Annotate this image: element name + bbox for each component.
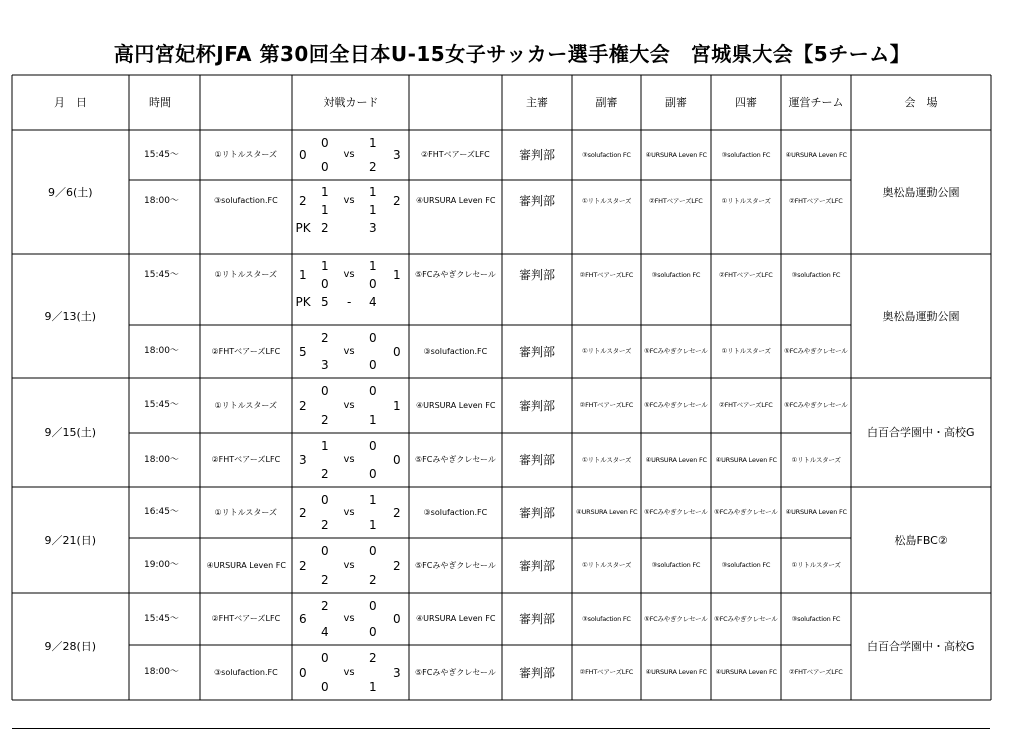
assistant-referee-1: ①リトルスターズ: [582, 196, 632, 205]
home-first-half-score: 1: [321, 259, 329, 273]
away-first-half-score: 1: [369, 185, 377, 199]
assistant-referee-2: ④URSURA Leven FC: [645, 455, 707, 464]
match-date: 9／13(土): [44, 309, 97, 323]
home-team: ①リトルスターズ: [214, 400, 278, 410]
home-first-half-score: 1: [321, 439, 329, 453]
fourth-official: ②FHTベアーズLFC: [719, 401, 773, 409]
away-team: ⑤FCみやぎクレセール: [415, 270, 496, 279]
away-first-half-score: 1: [369, 136, 377, 150]
away-first-half-score: 0: [369, 439, 377, 453]
home-team: ③solufaction.FC: [214, 667, 278, 677]
away-total-score: 1: [393, 398, 401, 413]
match-venue: 奥松島運動公園: [882, 185, 960, 199]
fourth-official: ②FHTベアーズLFC: [719, 270, 773, 279]
away-team: ⑤FCみやぎクレセール: [415, 667, 496, 677]
operations-team: ⑤FCみやぎクレセール: [784, 347, 848, 355]
vs-label: vs: [343, 666, 355, 678]
away-total-score: 2: [393, 558, 401, 573]
referee: 審判部: [519, 268, 556, 282]
header-time: 時間: [149, 96, 171, 109]
operations-team: ①リトルスターズ: [791, 561, 841, 569]
away-second-half-score: 0: [369, 277, 377, 291]
home-first-half-score: 2: [321, 331, 329, 345]
assistant-referee-2: ⑤FCみやぎクレセール: [644, 401, 708, 409]
header-venue: 会 場: [904, 96, 938, 109]
assistant-referee-1: ④URSURA Leven FC: [576, 508, 638, 516]
kickoff-time: 15:45～: [144, 269, 179, 280]
assistant-referee-1: ③solufaction FC: [582, 614, 631, 623]
referee: 審判部: [519, 344, 556, 359]
referee: 審判部: [519, 505, 556, 520]
kickoff-time: 18:00～: [144, 195, 179, 206]
match-date: 9／28(日): [44, 640, 97, 653]
vs-label: vs: [343, 506, 355, 518]
away-team: ②FHTベアーズLFC: [421, 150, 490, 159]
away-total-score: 3: [393, 148, 401, 162]
match-date: 9／15(土): [44, 426, 97, 439]
home-total-score: 0: [299, 148, 307, 162]
referee: 審判部: [519, 194, 556, 208]
match-date: 9／6(土): [48, 185, 93, 199]
pk-separator: -: [347, 295, 352, 309]
assistant-referee-1: ③solufaction FC: [582, 150, 631, 159]
home-total-score: 2: [299, 398, 307, 413]
away-team: ⑤FCみやぎクレセール: [415, 560, 496, 570]
match-venue: 奥松島運動公園: [882, 309, 960, 323]
away-second-half-score: 1: [369, 413, 377, 427]
home-team: ①リトルスターズ: [214, 507, 278, 517]
home-second-half-score: 2: [321, 573, 329, 587]
match-venue: 白百合学園中・高校G: [867, 426, 975, 439]
vs-label: vs: [343, 269, 355, 280]
operations-team: ②FHTベアーズLFC: [789, 196, 843, 205]
assistant-referee-2: ③solufaction FC: [651, 561, 701, 569]
match-date: 9／21(日): [44, 533, 97, 547]
header-referee: 主審: [526, 96, 548, 109]
header-assistant-referee-1: 副審: [595, 96, 618, 109]
away-second-half-score: 2: [369, 160, 377, 174]
away-team: ⑤FCみやぎクレセール: [415, 455, 496, 464]
away-second-half-score: 1: [369, 680, 377, 694]
away-total-score: 0: [393, 612, 401, 626]
fourth-official: ①リトルスターズ: [721, 347, 771, 355]
home-first-half-score: 1: [321, 185, 329, 199]
operations-team: ④URSURA Leven FC: [785, 508, 847, 516]
kickoff-time: 15:45～: [144, 400, 179, 410]
home-second-half-score: 2: [321, 518, 329, 532]
assistant-referee-1: ①リトルスターズ: [582, 455, 632, 464]
operations-team: ①リトルスターズ: [791, 455, 841, 464]
kickoff-time: 19:00～: [144, 560, 179, 570]
vs-label: vs: [343, 399, 355, 411]
home-second-half-score: 4: [321, 625, 329, 639]
home-team: ②FHTベアーズLFC: [211, 614, 281, 623]
away-second-half-score: 2: [369, 573, 377, 587]
operations-team: ②FHTベアーズLFC: [789, 668, 843, 676]
vs-label: vs: [343, 454, 355, 465]
kickoff-time: 16:45～: [144, 507, 179, 517]
away-first-half-score: 1: [369, 493, 377, 507]
away-first-half-score: 0: [369, 599, 377, 613]
home-total-score: 2: [299, 558, 307, 573]
away-first-half-score: 0: [369, 544, 377, 558]
away-second-half-score: 1: [369, 203, 377, 217]
fourth-official: ④URSURA Leven FC: [715, 668, 777, 676]
pk-label: PK: [295, 295, 311, 309]
assistant-referee-2: ④URSURA Leven FC: [645, 150, 707, 159]
referee: 審判部: [519, 558, 556, 573]
home-first-half-score: 0: [321, 493, 329, 507]
home-total-score: 0: [299, 665, 307, 680]
away-team: ④URSURA Leven FC: [416, 614, 496, 623]
away-second-half-score: 1: [369, 518, 377, 532]
fourth-official: ③solufaction FC: [721, 561, 771, 569]
kickoff-time: 18:00～: [144, 454, 179, 465]
away-total-score: 2: [393, 505, 401, 520]
header-date: 月 日: [54, 96, 87, 109]
away-first-half-score: 0: [369, 331, 377, 345]
home-team: ①リトルスターズ: [214, 150, 278, 159]
away-team: ④URSURA Leven FC: [416, 196, 496, 205]
pk-label: PK: [295, 221, 311, 235]
home-total-score: 1: [299, 268, 307, 282]
referee: 審判部: [519, 612, 556, 626]
fourth-official: ③solufaction FC: [721, 150, 771, 159]
home-second-half-score: 2: [321, 413, 329, 427]
home-second-half-score: 2: [321, 467, 329, 481]
home-total-score: 3: [299, 453, 307, 467]
home-team: ①リトルスターズ: [214, 270, 278, 279]
away-second-half-score: 0: [369, 467, 377, 481]
assistant-referee-2: ④URSURA Leven FC: [645, 668, 707, 676]
home-first-half-score: 0: [321, 544, 329, 558]
header-operations-team: 運営チーム: [788, 96, 844, 109]
kickoff-time: 18:00～: [144, 667, 179, 677]
assistant-referee-2: ⑤FCみやぎクレセール: [644, 508, 708, 516]
referee: 審判部: [519, 453, 556, 467]
operations-team: ⑤FCみやぎクレセール: [784, 401, 848, 409]
header-matchup: 対戦カード: [323, 96, 379, 109]
home-team: ④URSURA Leven FC: [206, 560, 286, 570]
away-first-half-score: 2: [369, 651, 377, 665]
pk-home-score: 2: [321, 221, 329, 235]
assistant-referee-1: ②FHTベアーズLFC: [579, 270, 634, 279]
vs-label: vs: [343, 345, 355, 357]
home-second-half-score: 0: [321, 680, 329, 694]
fourth-official: ①リトルスターズ: [721, 196, 771, 205]
assistant-referee-2: ②FHTベアーズLFC: [649, 196, 703, 205]
away-first-half-score: 1: [369, 259, 377, 273]
away-total-score: 2: [393, 194, 401, 208]
kickoff-time: 15:45～: [144, 613, 179, 624]
away-team: ③solufaction.FC: [423, 507, 488, 517]
pk-away-score: 3: [369, 221, 377, 235]
header-fourth-official: 四審: [735, 96, 757, 109]
home-total-score: 2: [299, 505, 307, 520]
fourth-official: ④URSURA Leven FC: [715, 455, 777, 464]
pk-home-score: 5: [321, 295, 329, 309]
assistant-referee-2: ⑤FCみやぎクレセール: [644, 347, 708, 355]
away-second-half-score: 0: [369, 625, 377, 639]
away-total-score: 0: [393, 344, 401, 359]
page-title: 高円宮妃杯JFA 第30回全日本U-15女子サッカー選手権大会 宮城県大会【5チーム】: [113, 42, 911, 66]
match-venue: 松島FBC②: [894, 533, 948, 547]
home-second-half-score: 0: [321, 160, 329, 174]
away-first-half-score: 0: [369, 384, 377, 398]
assistant-referee-1: ②FHTベアーズLFC: [579, 401, 634, 409]
home-team: ②FHTベアーズLFC: [211, 346, 281, 356]
home-team: ③solufaction.FC: [214, 196, 278, 205]
home-total-score: 2: [299, 194, 307, 208]
operations-team: ④URSURA Leven FC: [785, 150, 847, 159]
kickoff-time: 15:45～: [144, 149, 179, 160]
away-total-score: 0: [393, 453, 401, 467]
kickoff-time: 18:00～: [144, 346, 179, 356]
header-assistant-referee-2: 副審: [665, 96, 687, 109]
home-second-half-score: 1: [321, 203, 329, 217]
footer-divider: [12, 728, 990, 729]
fourth-official: ⑤FCみやぎクレセール: [714, 614, 778, 623]
vs-label: vs: [343, 195, 355, 206]
home-first-half-score: 2: [321, 599, 329, 613]
home-second-half-score: 3: [321, 358, 329, 372]
home-first-half-score: 0: [321, 651, 329, 665]
away-total-score: 3: [393, 665, 401, 680]
away-team: ④URSURA Leven FC: [416, 400, 496, 410]
fourth-official: ⑤FCみやぎクレセール: [714, 508, 778, 516]
away-second-half-score: 0: [369, 358, 377, 372]
vs-label: vs: [343, 613, 355, 624]
referee: 審判部: [519, 148, 556, 162]
assistant-referee-2: ③solufaction FC: [651, 270, 701, 279]
pk-away-score: 4: [369, 295, 377, 309]
home-team: ②FHTベアーズLFC: [211, 455, 281, 464]
away-total-score: 1: [393, 268, 401, 282]
referee: 審判部: [519, 665, 556, 680]
assistant-referee-1: ②FHTベアーズLFC: [579, 668, 634, 676]
home-total-score: 5: [299, 344, 307, 359]
operations-team: ③solufaction FC: [791, 614, 841, 623]
match-venue: 白百合学園中・高校G: [867, 640, 975, 653]
home-total-score: 6: [299, 612, 307, 626]
home-first-half-score: 0: [321, 384, 329, 398]
assistant-referee-2: ⑤FCみやぎクレセール: [644, 614, 708, 623]
operations-team: ③solufaction FC: [791, 270, 841, 279]
home-second-half-score: 0: [321, 277, 329, 291]
away-team: ③solufaction.FC: [423, 346, 488, 356]
vs-label: vs: [343, 149, 355, 160]
referee: 審判部: [519, 398, 556, 413]
vs-label: vs: [343, 559, 355, 571]
assistant-referee-1: ①リトルスターズ: [582, 347, 632, 355]
home-first-half-score: 0: [321, 136, 329, 150]
assistant-referee-1: ①リトルスターズ: [582, 561, 632, 569]
